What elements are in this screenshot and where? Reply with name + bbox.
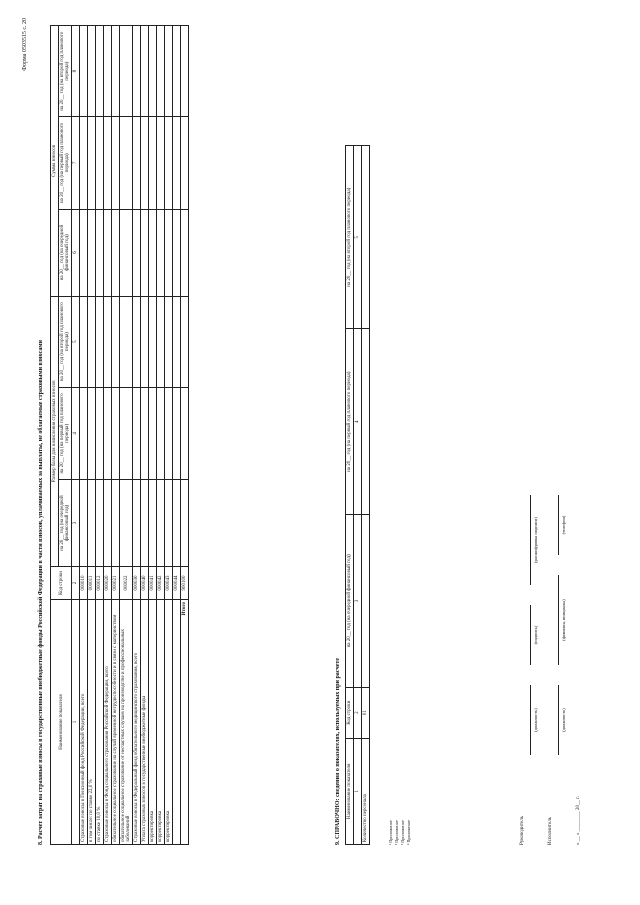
col-sum-y3: на 20__ год (на второй год планового периода) — [59, 26, 72, 117]
reference-table — [345, 145, 370, 845]
ref-col-code: Код строки — [346, 687, 354, 738]
section-8-title: 8. Расчет затрат на страховые взносы в государственные внебюджетные фонды Российской Федерации в части взносов, уплачиваемых за выплаты, не облагаемые страховыми взносами — [38, 340, 44, 845]
ref-col-y2: на 20__ год (на первый год планового периода) — [346, 329, 354, 515]
col-sum-y2: на 20__ год (на первый год планового периода) — [59, 117, 72, 209]
table-row: Страховые взносы в Федеральный фонд обязательного медицинского страхования, всего 000030 — [133, 26, 141, 845]
footnote: ⁴ Приложение — [406, 820, 411, 845]
table-row: корректировка 000042 — [157, 26, 165, 845]
col-sum-group: Сумма взносов — [51, 26, 59, 297]
footnotes — [388, 25, 412, 845]
table-row: обязательное социальное страхование от несчастных случаев на производстве и профессиональных заболеваний 000022 — [120, 26, 133, 845]
table-row: 000044 — [173, 26, 181, 845]
col-code: Код строки — [51, 567, 72, 600]
table-row: обязательное социальное страхование на случай временной нетрудоспособности и в связи с материнством 000021 — [112, 26, 120, 845]
column-numbers-row: 1 2 3 4 5 6 7 8 — [72, 26, 80, 845]
ref-col-y1: на 20__ год (на очередной финансовый год) — [346, 515, 354, 688]
ref-col-y3: на 20__ год (на второй год планового периода) — [346, 146, 354, 329]
head-label: Руководитель — [520, 815, 525, 845]
footnote: ¹ Приложение — [388, 820, 393, 845]
table-row: корректировка 000043 — [165, 26, 173, 845]
col-base-y2: на 20__ год (на первый год планового периода) — [59, 387, 72, 479]
form-number: Форма 0503515 с. 20 — [22, 18, 28, 71]
section-9-title: 9. СПРАВОЧНО: сведения о показателях, используемых при расчете — [335, 658, 341, 845]
col-base-group: Размер базы для начисления страховых взносов — [51, 296, 59, 566]
footnote: ² Приложение — [394, 820, 399, 845]
ref-column-numbers-row: 1 2 3 4 5 — [354, 146, 362, 845]
insurance-table — [50, 25, 189, 845]
table-row: Страховые взносы в Пенсионный фонд Российской Федерации, всего 000010 — [80, 26, 88, 845]
table-row: корректировка 000041 — [149, 26, 157, 845]
ref-data-row: Количество персонала 01 — [362, 146, 370, 845]
col-base-y3: на 20__ год (на второй год планового периода) — [59, 296, 72, 387]
table-row: Уплата страховых взносов в государственные внебюджетные фонды 000040 — [141, 26, 149, 845]
sign-date: « __ » ________ 20__ г. — [576, 796, 581, 845]
col-name: Наименование показателя — [51, 600, 72, 845]
exec-label: Исполнитель — [548, 817, 553, 845]
col-sum-y1: на 20__ год (на очередной финансовый год) — [59, 209, 72, 296]
table-row: в том числе: по ставке 22,0 % 000011 — [88, 26, 96, 845]
signature-block: Руководитель (должность) (подпись) (расшифровка подписи) Исполнитель (должность) (фамилия, инициалы) (телефон) « __ » ________ 20__ г. — [520, 25, 604, 845]
head-name-line — [520, 495, 531, 585]
head-position-line — [520, 685, 531, 755]
table-row: Страховые взносы в Фонд социального страхования Российской Федерации, всего 000020 — [104, 26, 112, 845]
footnote: ³ Приложение — [400, 820, 405, 845]
table-row: по ставке 10,0 % 000012 — [96, 26, 104, 845]
total-row: Итого 900100 — [181, 26, 189, 845]
head-signature-line — [520, 605, 531, 665]
col-base-y1: на 20__ год (на очередной финансовый год) — [59, 480, 72, 567]
ref-col-name: Наименование показателя — [346, 738, 354, 844]
